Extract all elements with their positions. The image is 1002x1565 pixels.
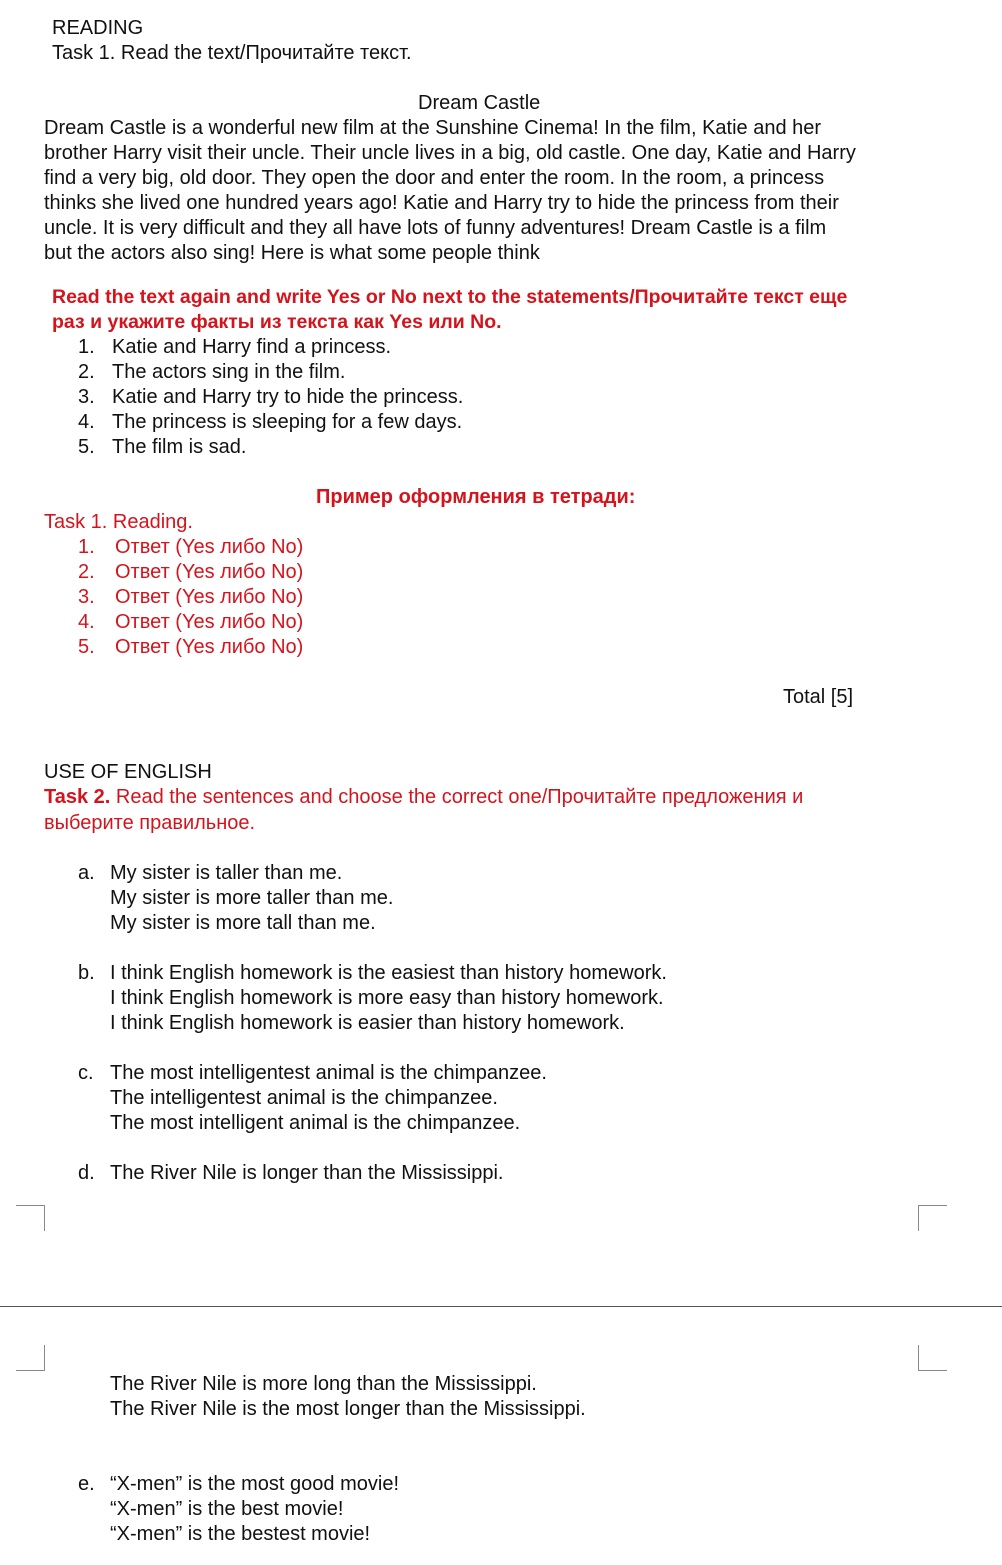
use-of-english-heading: USE OF ENGLISH <box>44 761 212 783</box>
task2-text-line2: выберите правильное. <box>44 812 256 834</box>
instruction-line: раз и укажите факты из текста как Yes или No. <box>52 311 502 333</box>
question-letter: e. <box>78 1473 95 1495</box>
task2-label: Task 2. <box>44 786 111 808</box>
page-corner-mark <box>16 1345 45 1371</box>
page-corner-mark <box>16 1205 45 1231</box>
statement-text: Katie and Harry try to hide the princess. <box>112 386 464 408</box>
option: I think English homework is the easiest than history homework. <box>110 962 667 984</box>
list-number: 3. <box>78 386 95 408</box>
option: My sister is more tall than me. <box>110 912 376 934</box>
answer-text: Ответ (Yes либо No) <box>115 611 304 633</box>
option: “X-men” is the most good movie! <box>110 1473 399 1495</box>
story-line: thinks she lived one hundred years ago! Katie and Harry try to hide the princess from their <box>44 192 839 214</box>
story-line: but the actors also sing! Here is what some people think <box>44 242 540 264</box>
statement-item <box>78 360 345 385</box>
list-number: 5. <box>78 436 95 458</box>
list-number: 1. <box>78 536 95 558</box>
statement-item <box>78 385 463 410</box>
statement-text: The actors sing in the film. <box>112 361 346 383</box>
answer-text: Ответ (Yes либо No) <box>115 586 304 608</box>
example-heading: Пример оформления в тетради: <box>316 486 636 508</box>
statement-text: The film is sad. <box>112 436 247 458</box>
list-number: 5. <box>78 636 95 658</box>
statement-text: Katie and Harry find a princess. <box>112 336 392 358</box>
option: “X-men” is the bestest movie! <box>110 1523 371 1545</box>
option: I think English homework is easier than history homework. <box>110 1012 625 1034</box>
reading-heading: READING <box>52 17 144 39</box>
story-line: brother Harry visit their uncle. Their uncle lives in a big, old castle. One day, Katie and Harry <box>44 142 856 164</box>
example-answer <box>78 635 303 660</box>
list-number: 4. <box>78 611 95 633</box>
option: The most intelligentest animal is the chimpanzee. <box>110 1062 547 1084</box>
list-number: 1. <box>78 336 95 358</box>
answer-text: Ответ (Yes либо No) <box>115 536 304 558</box>
answer-text: Ответ (Yes либо No) <box>115 636 304 658</box>
task1-title: Task 1. Read the text/Прочитайте текст. <box>52 42 412 64</box>
list-number: 2. <box>78 561 95 583</box>
list-number: 3. <box>78 586 95 608</box>
example-answer <box>78 535 303 560</box>
list-number: 4. <box>78 411 95 433</box>
story-title: Dream Castle <box>418 92 541 114</box>
option: My sister is more taller than me. <box>110 887 394 909</box>
option: The most intelligent animal is the chimpanzee. <box>110 1112 521 1134</box>
question-letter: a. <box>78 862 95 884</box>
task2-text: Read the sentences and choose the correct one/Прочитайте предложения и <box>110 786 804 808</box>
instruction-line: Read the text again and write Yes or No next to the statements/Прочитайте текст еще <box>52 286 848 308</box>
option: The River Nile is longer than the Mississippi. <box>110 1162 504 1184</box>
option: The River Nile is more long than the Mississippi. <box>110 1373 537 1395</box>
task2-title <box>44 785 803 810</box>
example-answer <box>78 585 303 610</box>
total-score: Total [5] <box>783 686 854 708</box>
question-letter: c. <box>78 1062 94 1084</box>
question-letter: b. <box>78 962 95 984</box>
option: The intelligentest animal is the chimpanzee. <box>110 1087 498 1109</box>
example-answer <box>78 610 303 635</box>
list-number: 2. <box>78 361 95 383</box>
statement-item <box>78 410 462 435</box>
page-corner-mark <box>918 1345 947 1371</box>
story-line: find a very big, old door. They open the door and enter the room. In the room, a princess <box>44 167 825 189</box>
story-line: Dream Castle is a wonderful new film at the Sunshine Cinema! In the film, Katie and her <box>44 117 822 139</box>
question-letter: d. <box>78 1162 95 1184</box>
example-answer <box>78 560 303 585</box>
story-line: uncle. It is very difficult and they all have lots of funny adventures! Dream Castle is a film <box>44 217 827 239</box>
statement-item <box>78 335 391 360</box>
statement-text: The princess is sleeping for a few days. <box>112 411 463 433</box>
page-corner-mark <box>918 1205 947 1231</box>
option: My sister is taller than me. <box>110 862 343 884</box>
answer-text: Ответ (Yes либо No) <box>115 561 304 583</box>
example-task: Task 1. Reading. <box>44 511 193 533</box>
option: I think English homework is more easy than history homework. <box>110 987 664 1009</box>
statement-item <box>78 435 246 460</box>
option: The River Nile is the most longer than the Mississippi. <box>110 1398 586 1420</box>
option: “X-men” is the best movie! <box>110 1498 344 1520</box>
page-break-divider <box>0 1306 1002 1307</box>
